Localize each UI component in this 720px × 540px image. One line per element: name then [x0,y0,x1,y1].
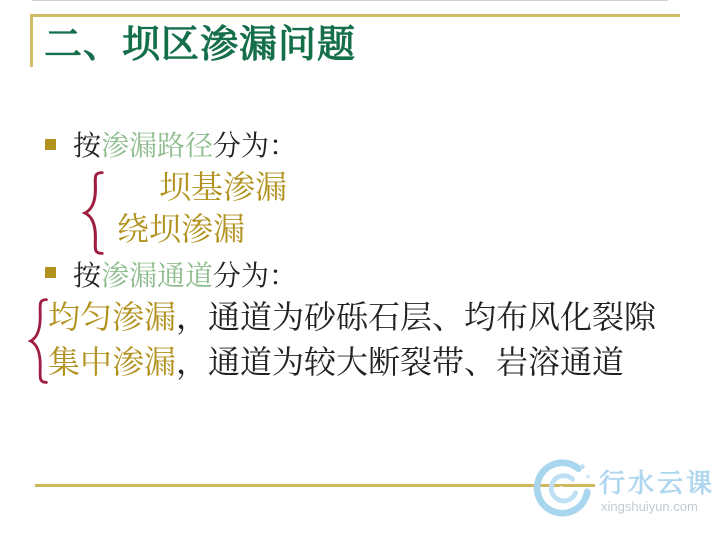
footer-rule [35,484,595,487]
channel-type-item-2 [48,344,624,380]
title-corner-rule-vertical [30,14,33,67]
bullet-line-channel [73,261,297,293]
bullet1-highlight-term: 渗漏路径 [101,131,214,162]
channel-type-item-1 [48,299,656,335]
title-corner-rule-horizontal [30,14,680,17]
channel1-description: ，通道为砂砾石层、均布风化裂隙 [176,299,657,335]
bullet1-suffix: 分为： [213,131,298,162]
wave-swirl-logo-icon [532,457,594,519]
path-type-item-1: 坝基渗漏 [159,169,288,205]
bullet-square-icon [45,139,56,150]
left-curly-brace-icon [28,297,49,385]
bullet2-highlight-term: 渗漏通道 [101,261,214,292]
bullet1-prefix: 按 [73,131,102,162]
bullet2-suffix: 分为： [213,261,298,292]
watermark-brand-text: 行水云课 [599,469,716,498]
slide-title: 二、坝区渗漏问题 [44,24,357,66]
channel2-description: ，通道为较大断裂带、岩溶通道 [176,344,625,380]
bullet-square-icon [45,267,56,278]
bullet2-prefix: 按 [73,261,102,292]
bullet-line-path [73,131,297,163]
watermark-url-text: xingshuiyun.com [601,499,698,514]
channel1-term: 均匀渗漏 [48,299,177,335]
path-type-item-2: 绕坝渗漏 [117,211,246,247]
slide-top-edge-line [32,0,668,1]
left-curly-brace-icon [82,170,105,256]
channel2-term: 集中渗漏 [48,344,177,380]
